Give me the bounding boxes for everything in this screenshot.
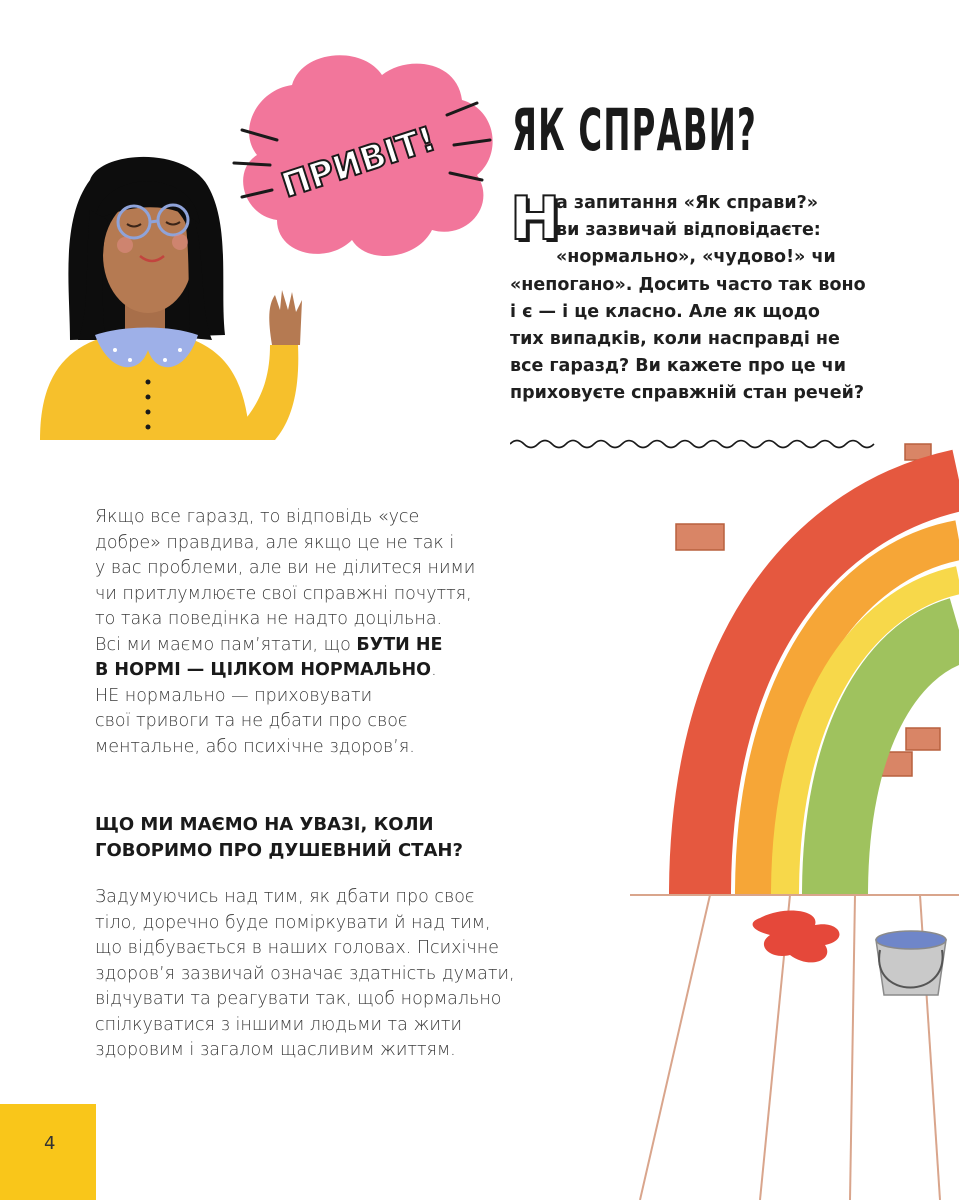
text-line: спілкуватися з іншими людьми та жити (95, 1014, 462, 1035)
text-line: відчувати та реагувати так, щоб нормально (95, 989, 502, 1009)
intro-line: приховуєте справжній стан речей? (510, 383, 865, 404)
paragraph-1 (95, 505, 525, 760)
text-punct: . (431, 660, 437, 680)
brick-icon (906, 728, 940, 750)
text-line: у вас проблеми, але ви не ділитеся ними (95, 558, 476, 578)
drop-cap: Н (510, 184, 561, 254)
text-line: Задумуючись над тим, як дбати про своє (95, 887, 475, 907)
text-line: добре» правдива, але якщо це не так і (95, 532, 455, 553)
intro-line: все гаразд? Ви кажете про це чи (510, 356, 846, 377)
heading-line: ГОВОРИМО ПРО ДУШЕВНИЙ СТАН? (95, 840, 463, 861)
text-line: Всі ми маємо пам’ятати, що (95, 634, 351, 655)
text-line: НЕ нормально — приховувати (95, 685, 373, 706)
page-number: 4 (44, 1133, 56, 1154)
page-title: ЯК СПРАВИ? (512, 96, 758, 164)
text-line: чи притлумлюєте свої справжні почуття, (95, 583, 472, 604)
intro-line: «нормально», «чудово!» чи (556, 247, 836, 268)
intro-line: «непогано». Досить часто так воно (510, 274, 866, 295)
emphasis-text: БУТИ НЕ (356, 634, 443, 655)
text-line: здоровим і загалом щасливим життям. (95, 1040, 456, 1060)
intro-line: ви зазвичай відповідаєте: (556, 220, 821, 241)
intro-line: а запитання «Як справи?» (556, 193, 819, 213)
speech-bubble-text: ПРИВІТ! (276, 118, 441, 207)
section-heading (95, 812, 515, 864)
heading-line: ЩО МИ МАЄМО НА УВАЗІ, КОЛИ (95, 814, 434, 835)
text-line: ментальне, або психічне здоров’я. (95, 736, 415, 757)
speech-bubble (232, 45, 502, 275)
brick-icon (676, 524, 724, 550)
intro-line: і є — і це класно. Але як щодо (510, 301, 820, 322)
text-line: свої тривоги та не дбати про своє (95, 711, 408, 731)
intro-paragraph (510, 184, 880, 408)
emphasis-text: В НОРМІ — ЦІЛКОМ НОРМАЛЬНО (95, 660, 432, 680)
text-line: здоров’я зазвичай означає здатність думати, (95, 963, 515, 984)
rainbow-illustration (620, 440, 959, 1200)
text-line: то така поведінка не надто доцільна. (95, 609, 443, 629)
intro-line: тих випадків, коли насправді не (510, 329, 840, 350)
text-line: Якщо все гаразд, то відповідь «усе (95, 507, 420, 527)
paragraph-2 (95, 885, 575, 1064)
text-line: що відбувається в наших головах. Психічне (95, 938, 499, 958)
text-line: тіло, доречно буде поміркувати й над тим, (95, 912, 491, 933)
